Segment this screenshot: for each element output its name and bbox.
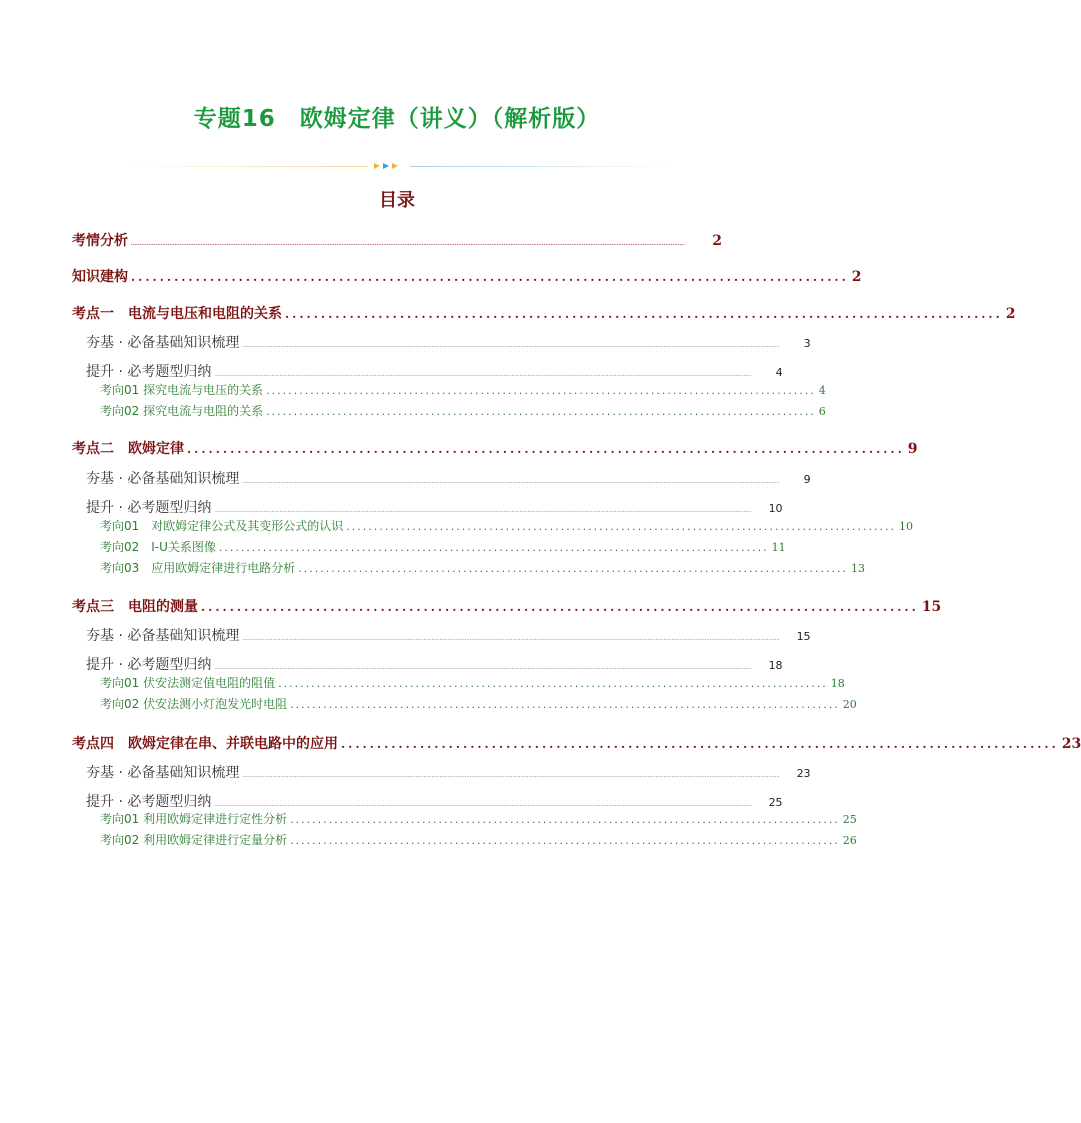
toc-leader: .................................................................................................... bbox=[131, 270, 849, 284]
toc-leader: .............................................................................................................................................................................................................................................................................................................................. bbox=[131, 241, 685, 247]
toc-leader: .................................................................................................... bbox=[285, 307, 1003, 321]
toc-leader: .................................................................................................... bbox=[290, 813, 840, 826]
toc-label: 提升 · 必考题型归纳 bbox=[86, 794, 212, 810]
toc-leader: .................................................................................................... bbox=[266, 405, 816, 418]
title-divider-right bbox=[410, 166, 676, 167]
divider-ornament-icon bbox=[370, 160, 408, 172]
toc-entry-section-2-item-1[interactable] bbox=[100, 517, 913, 534]
toc-page: 9 bbox=[907, 441, 918, 457]
toc-label: 夯基 · 必备基础知识梳理 bbox=[86, 471, 240, 487]
toc-leader: .................................................................................................... bbox=[290, 834, 840, 847]
toc-entry-structure[interactable] bbox=[72, 266, 862, 286]
toc-label: 提升 · 必考题型归纳 bbox=[86, 500, 212, 516]
toc-leader: .................................................................................................... bbox=[346, 520, 896, 533]
toc-page: 26 bbox=[842, 834, 857, 847]
toc-leader: .................................................................................................................................................................................................................................................................................................................................................. bbox=[242, 343, 780, 349]
toc-leader: .................................................................................................... bbox=[298, 562, 848, 575]
toc-page: 2 bbox=[712, 233, 722, 249]
toc-label: 考向01 伏安法测定值电阻的阻值 bbox=[100, 676, 276, 690]
toc-heading: 目录 bbox=[379, 190, 415, 211]
toc-page: 3 bbox=[803, 337, 811, 350]
toc-entry-section-4[interactable] bbox=[72, 733, 1081, 753]
toc-label: 考向02 I-U关系图像 bbox=[100, 540, 216, 554]
toc-entry-section-4-basics[interactable] bbox=[86, 762, 811, 782]
toc-leader: .................................................................................................................................................................................................................................................................................................................................................. bbox=[242, 636, 780, 642]
toc-page: 25 bbox=[768, 796, 783, 809]
toc-leader: .................................................................................................................................................................................................................................................................................................................................................. bbox=[214, 665, 752, 671]
toc-label: 考向01 对欧姆定律公式及其变形公式的认识 bbox=[100, 519, 344, 533]
toc-leader: .................................................................................................................................................................................................................................................................................................................................................. bbox=[242, 479, 780, 485]
toc-label: 考向02 伏安法测小灯泡发光时电阻 bbox=[100, 697, 288, 711]
toc-page: 4 bbox=[775, 366, 783, 379]
toc-entry-section-3[interactable] bbox=[72, 596, 942, 616]
toc-entry-section-3-basics[interactable] bbox=[86, 625, 811, 645]
toc-page: 18 bbox=[768, 659, 783, 672]
toc-entry-section-2-basics[interactable] bbox=[86, 468, 811, 488]
toc-leader: .................................................................................................... bbox=[201, 600, 919, 614]
toc-label: 知识建构 bbox=[72, 269, 128, 285]
toc-entry-section-2-practice[interactable] bbox=[86, 497, 783, 517]
toc-page: 10 bbox=[898, 520, 913, 533]
toc-page: 15 bbox=[796, 630, 811, 643]
toc-label: 提升 · 必考题型归纳 bbox=[86, 364, 212, 380]
toc-page: 2 bbox=[1005, 306, 1016, 322]
toc-entry-section-3-item-2[interactable] bbox=[100, 695, 857, 712]
toc-entry-section-2[interactable] bbox=[72, 438, 918, 458]
toc-leader: .................................................................................................... bbox=[266, 384, 816, 397]
toc-entry-section-1-practice[interactable] bbox=[86, 361, 783, 381]
toc-page: 2 bbox=[851, 269, 862, 285]
toc-entry-section-4-practice[interactable] bbox=[86, 791, 783, 811]
toc-entry-section-4-item-2[interactable] bbox=[100, 831, 857, 848]
toc-label: 考向01 利用欧姆定律进行定性分析 bbox=[100, 812, 288, 826]
document-title: 专题16 欧姆定律（讲义）（解析版） bbox=[193, 106, 601, 132]
toc-entry-section-2-item-3[interactable] bbox=[100, 559, 865, 576]
toc-leader: .................................................................................................................................................................................................................................................................................................................................................. bbox=[214, 372, 752, 378]
toc-page: 11 bbox=[771, 541, 786, 554]
toc-page: 6 bbox=[818, 405, 826, 418]
toc-label: 夯基 · 必备基础知识梳理 bbox=[86, 628, 240, 644]
toc-entry-analysis[interactable] bbox=[72, 230, 722, 250]
toc-label: 考点二 欧姆定律 bbox=[72, 441, 184, 457]
toc-leader: .................................................................................................... bbox=[341, 737, 1059, 751]
toc-entry-section-1-item-1[interactable] bbox=[100, 381, 826, 398]
title-divider-left bbox=[116, 166, 368, 167]
toc-label: 考情分析 bbox=[72, 233, 128, 249]
toc-entry-section-3-practice[interactable] bbox=[86, 654, 783, 674]
toc-label: 考点四 欧姆定律在串、并联电路中的应用 bbox=[72, 736, 338, 752]
toc-label: 提升 · 必考题型归纳 bbox=[86, 657, 212, 673]
toc-page: 20 bbox=[842, 698, 857, 711]
toc-entry-section-1-basics[interactable] bbox=[86, 332, 811, 352]
toc-page: 25 bbox=[842, 813, 857, 826]
toc-leader: .................................................................................................................................................................................................................................................................................................................................................. bbox=[214, 802, 752, 808]
toc-label: 考向02 探究电流与电阻的关系 bbox=[100, 404, 264, 418]
toc-leader: .................................................................................................................................................................................................................................................................................................................................................. bbox=[242, 773, 780, 779]
toc-page: 9 bbox=[803, 473, 811, 486]
toc-page: 23 bbox=[796, 767, 811, 780]
toc-page: 15 bbox=[921, 599, 942, 615]
toc-label: 考向03 应用欧姆定律进行电路分析 bbox=[100, 561, 296, 575]
toc-entry-section-1[interactable] bbox=[72, 303, 1016, 323]
toc-leader: .................................................................................................... bbox=[218, 541, 769, 554]
toc-label: 考点一 电流与电压和电阻的关系 bbox=[72, 306, 282, 322]
toc-label: 考点三 电阻的测量 bbox=[72, 599, 198, 615]
toc-page: 13 bbox=[850, 562, 865, 575]
toc-label: 考向01 探究电流与电压的关系 bbox=[100, 383, 264, 397]
toc-entry-section-1-item-2[interactable] bbox=[100, 402, 826, 419]
toc-leader: .................................................................................................... bbox=[278, 677, 828, 690]
toc-label: 夯基 · 必备基础知识梳理 bbox=[86, 765, 240, 781]
toc-entry-section-4-item-1[interactable] bbox=[100, 810, 857, 827]
toc-page: 18 bbox=[830, 677, 845, 690]
toc-entry-section-2-item-2[interactable] bbox=[100, 538, 786, 555]
toc-page: 10 bbox=[768, 502, 783, 515]
toc-leader: .................................................................................................... bbox=[187, 442, 905, 456]
toc-page: 4 bbox=[818, 384, 826, 397]
toc-leader: .................................................................................................... bbox=[290, 698, 840, 711]
toc-page: 23 bbox=[1061, 736, 1081, 752]
toc-entry-section-3-item-1[interactable] bbox=[100, 674, 845, 691]
toc-label: 夯基 · 必备基础知识梳理 bbox=[86, 335, 240, 351]
toc-label: 考向02 利用欧姆定律进行定量分析 bbox=[100, 833, 288, 847]
toc-leader: .................................................................................................................................................................................................................................................................................................................................................. bbox=[214, 508, 752, 514]
